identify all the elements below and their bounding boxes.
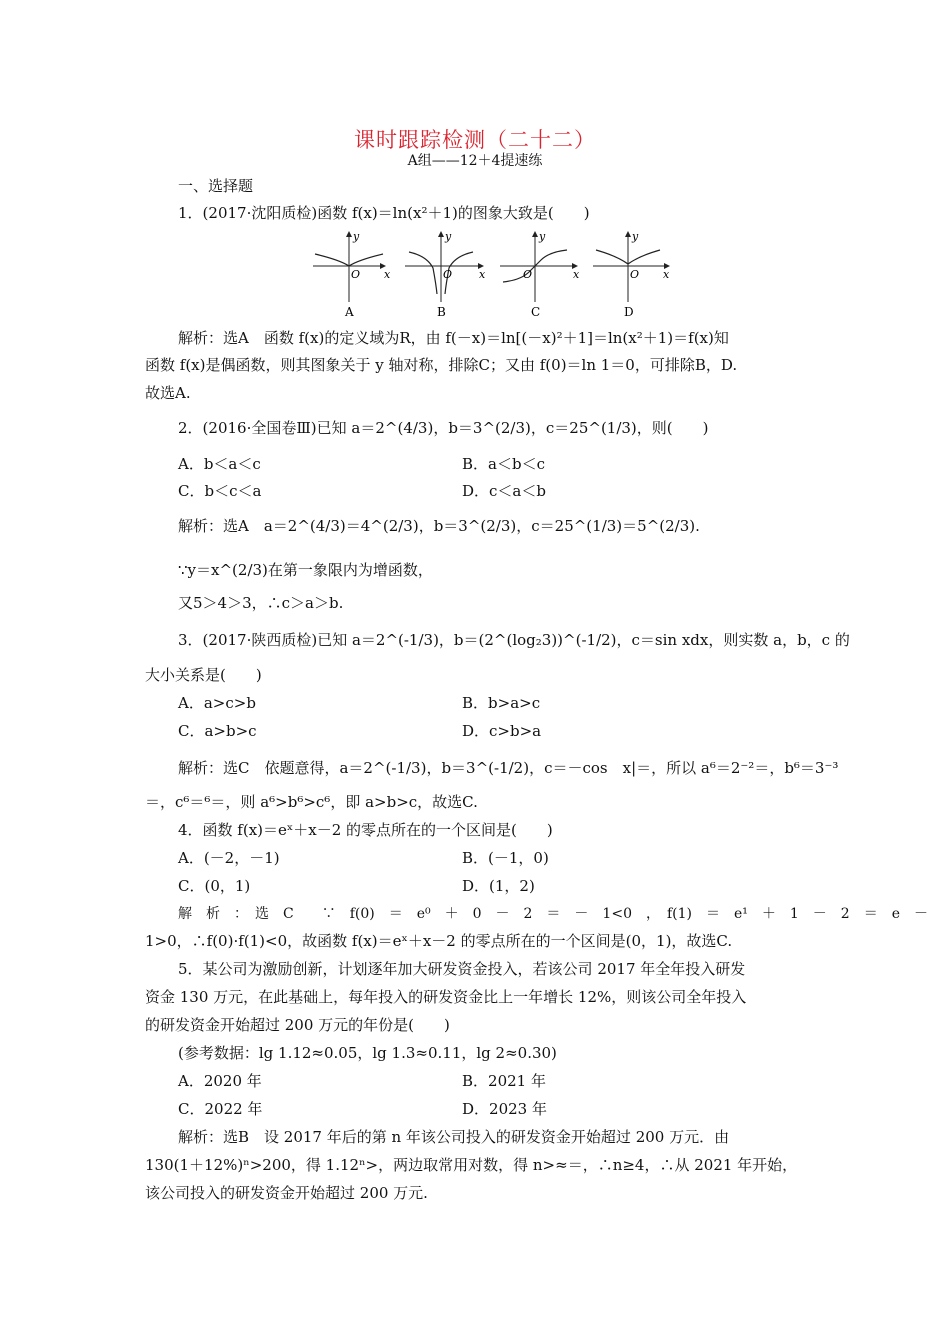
graph-b-y-label: y xyxy=(445,230,452,243)
graph-d-x-label: x xyxy=(663,268,670,281)
q5-option-a: A．2020 年 xyxy=(178,1072,262,1090)
graph-c-label: C xyxy=(531,305,541,319)
q2-solution-line: 解析：选A a＝2^(4/3)＝4^(2/3)，b＝3^(2/3)，c＝25^(1/3)＝5^(2/3). xyxy=(178,517,700,535)
graph-b-curve-left xyxy=(409,252,437,294)
graph-c-x-label: x xyxy=(573,268,580,281)
graph-b-origin: O xyxy=(443,268,453,281)
q5-solution-line: 130(1＋12%)ⁿ>200，得 1.12ⁿ>，两边取常用对数，得 n>≈＝，∴n≥4，∴从 2021 年开始， xyxy=(145,1156,798,1174)
graph-c-origin: O xyxy=(523,268,533,281)
q5-option-b: B．2021 年 xyxy=(462,1072,546,1090)
q4-solution-line: 1>0，∴f(0)·f(1)<0，故函数 f(x)＝eˣ＋x－2 的零点所在的一个区间是(0，1)，故选C. xyxy=(145,932,733,950)
page-subtitle: A组——12＋4提速练 xyxy=(407,153,543,169)
q3-solution-line: 解析：选C 依题意得，a＝2^(-1/3)，b＝3^(-1/2)，c＝－cos x|＝，所以 a⁶＝2⁻²＝，b⁶＝3⁻³ xyxy=(178,759,839,777)
q4-solution-line: 解 析 ： 选 C ∵ f(0) ＝ e⁰ ＋ 0 － 2 ＝ － 1<0 ， f(1) ＝ e¹ ＋ 1 － 2 ＝ e － xyxy=(178,906,928,922)
q5-solution-line: 解析：选B 设 2017 年后的第 n 年该公司投入的研发资金开始超过 200 万元．由 xyxy=(178,1128,730,1146)
q5-stem-line: 的研发资金开始超过 200 万元的年份是( ) xyxy=(145,1016,450,1034)
graph-d-origin: O xyxy=(630,268,640,281)
q1-stem: 1．(2017·沈阳质检)函数 f(x)＝ln(x²＋1)的图象大致是( ) xyxy=(178,204,590,222)
q2-option-a: A．b＜a＜c xyxy=(178,455,261,473)
q5-option-d: D．2023 年 xyxy=(462,1100,547,1118)
graph-a-origin: O xyxy=(351,268,361,281)
q3-solution-line: ＝，c⁶＝⁶＝，则 a⁶>b⁶>c⁶，即 a>b>c，故选C. xyxy=(145,793,478,811)
q4-option-d: D．(1，2) xyxy=(462,877,535,895)
q1-graph-options xyxy=(305,228,675,320)
q2-option-d: D．c＜a＜b xyxy=(462,482,546,500)
q5-stem-line: 5．某公司为激励创新，计划逐年加大研发资金投入，若该公司 2017 年全年投入研发 xyxy=(178,960,746,978)
q5-stem-line: 资金 130 万元，在此基础上，每年投入的研发资金比上一年增长 12%，则该公司全年投入 xyxy=(145,988,747,1006)
graph-d-label: D xyxy=(624,305,634,319)
q5-reference-data: (参考数据：lg 1.12≈0.05，lg 1.3≈0.11，lg 2≈0.30) xyxy=(178,1044,557,1062)
graph-a xyxy=(313,230,391,319)
q3-option-d: D．c>b>a xyxy=(462,722,542,740)
graph-a-label: A xyxy=(345,305,354,319)
q3-stem-line: 大小关系是( ) xyxy=(145,666,262,684)
page-title: 课时跟踪检测（二十二） xyxy=(354,128,596,152)
q1-solution-line: 函数 f(x)是偶函数，则其图象关于 y 轴对称，排除C；又由 f(0)＝ln 1＝0，可排除B，D. xyxy=(145,356,738,374)
q2-solution-line: 又5＞4＞3，∴c＞a＞b. xyxy=(178,594,344,612)
graph-b xyxy=(405,230,486,319)
graph-b-label: B xyxy=(437,305,446,319)
q2-stem: 2．(2016·全国卷Ⅲ)已知 a＝2^(4/3)，b＝3^(2/3)，c＝25^(1/3)，则( ) xyxy=(178,419,709,437)
q2-solution-line: ∵y＝x^(2/3)在第一象限内为增函数， xyxy=(178,561,433,579)
graph-d xyxy=(593,230,670,319)
graph-d-y-label: y xyxy=(632,230,639,243)
q5-solution-line: 该公司投入的研发资金开始超过 200 万元. xyxy=(145,1184,428,1202)
graph-b-x-label: x xyxy=(479,268,486,281)
q3-option-a: A．a>c>b xyxy=(178,694,256,712)
q4-stem: 4．函数 f(x)＝eˣ＋x－2 的零点所在的一个区间是( ) xyxy=(178,821,553,839)
q2-option-c: C．b＜c＜a xyxy=(178,482,262,500)
graph-c xyxy=(500,230,580,319)
q3-stem-line: 3．(2017·陕西质检)已知 a＝2^(-1/3)，b＝(2^(log₂3))^(-1/2)，c＝sin xdx，则实数 a，b，c 的 xyxy=(178,631,850,649)
graph-c-y-label: y xyxy=(539,230,546,243)
q4-option-b: B．(－1，0) xyxy=(462,849,549,867)
q1-solution-line: 解析：选A 函数 f(x)的定义域为R，由 f(－x)＝ln[(－x)²＋1]＝ln(x²＋1)＝f(x)知 xyxy=(178,329,729,347)
q2-option-b: B．a＜b＜c xyxy=(462,455,545,473)
q4-option-c: C．(0，1) xyxy=(178,877,251,895)
q3-option-b: B．b>a>c xyxy=(462,694,541,712)
graph-a-y-label: y xyxy=(353,230,360,243)
section-heading: 一、选择题 xyxy=(178,177,254,195)
q4-option-a: A．(－2，－1) xyxy=(178,849,280,867)
graph-a-x-label: x xyxy=(384,268,391,281)
q3-option-c: C．a>b>c xyxy=(178,722,257,740)
q5-option-c: C．2022 年 xyxy=(178,1100,263,1118)
q1-solution-line: 故选A. xyxy=(145,384,191,402)
